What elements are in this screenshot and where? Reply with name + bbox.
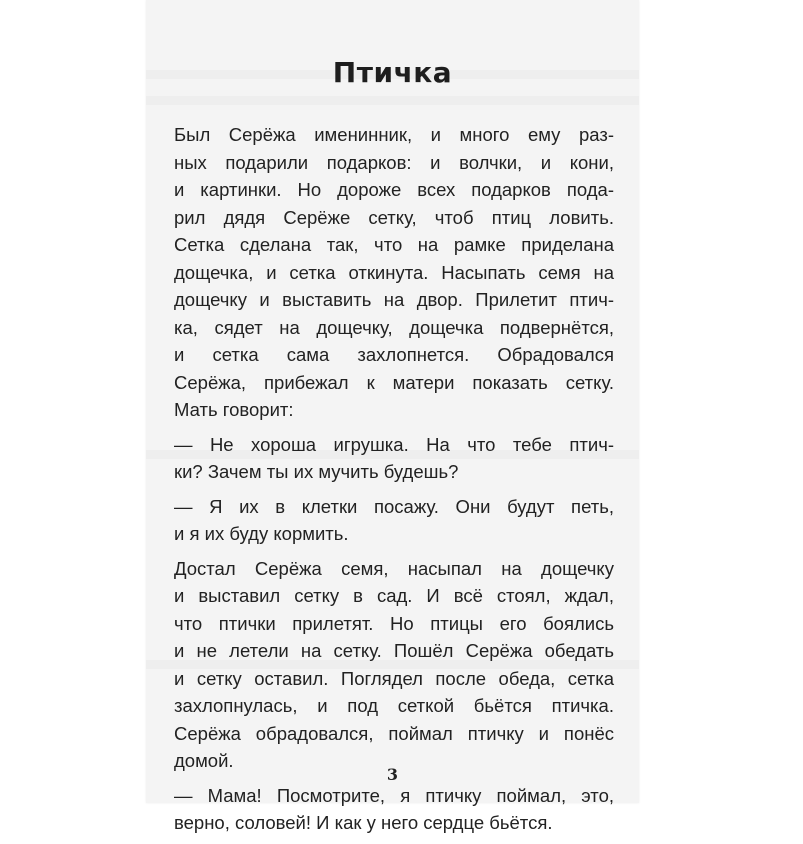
- text-line: Серёжа, прибежал к матери показать сетку.: [174, 371, 614, 393]
- story-text: [174, 121, 614, 844]
- text-line: и сетка сама захлопнется. Обрадовался: [174, 344, 614, 365]
- show-through-line: [146, 96, 639, 105]
- text-line: домой.: [174, 750, 234, 771]
- text-line: дощечка, и сетка откинута. Насыпать семя на: [174, 261, 614, 283]
- text-line: ки? Зачем ты их мучить будешь?: [174, 461, 459, 482]
- text-line: — Мама! Посмотрите, я птичку поймал, это,: [174, 784, 614, 806]
- book-page: [146, 0, 639, 833]
- paragraph: [174, 431, 614, 486]
- text-line: что птички прилетят. Но птицы его боялись: [174, 612, 614, 634]
- paragraph: [174, 555, 614, 775]
- text-line: Достал Серёжа семя, насыпал на дощечку: [174, 557, 614, 579]
- story-title: Птичка: [332, 56, 453, 89]
- text-line: и я их буду кормить.: [174, 523, 349, 544]
- text-line: захлопнулась, и под сеткой бьётся птичка.: [174, 695, 614, 716]
- text-line: ка, сядет на дощечку, дощечка подвернётся,: [174, 316, 614, 338]
- text-line: ных подарили подарков: и волчки, и кони,: [174, 151, 614, 173]
- text-line: рил дядя Серёже сетку, чтоб птиц ловить.: [174, 206, 614, 228]
- text-line: Серёжа обрадовался, поймал птичку и понёс: [174, 722, 614, 744]
- text-line: и сетку оставил. Поглядел после обеда, сетка: [174, 667, 614, 689]
- text-line: Сетка сделана так, что на рамке приделана: [174, 234, 614, 255]
- text-line: и не летели на сетку. Пошёл Серёжа обедать: [174, 640, 614, 661]
- text-line: и выставил сетку в сад. И всё стоял, ждал,: [174, 585, 614, 606]
- text-line: Мать говорит:: [174, 399, 294, 420]
- paragraph: [174, 493, 614, 548]
- text-line: и картинки. Но дороже всех подарков пода-: [174, 179, 614, 200]
- text-line: верно, соловей! И как у него сердце бьётся.: [174, 812, 553, 833]
- text-line: Был Серёжа именинник, и много ему раз-: [174, 124, 614, 145]
- paragraph: [174, 121, 614, 424]
- text-line: — Я их в клетки посажу. Они будут петь,: [174, 495, 614, 517]
- page-number: 3: [386, 765, 399, 784]
- paragraph: [174, 782, 614, 837]
- text-line: дощечку и выставить на двор. Прилетит птич-: [174, 289, 614, 310]
- text-line: — Не хороша игрушка. На что тебе птич-: [174, 433, 614, 455]
